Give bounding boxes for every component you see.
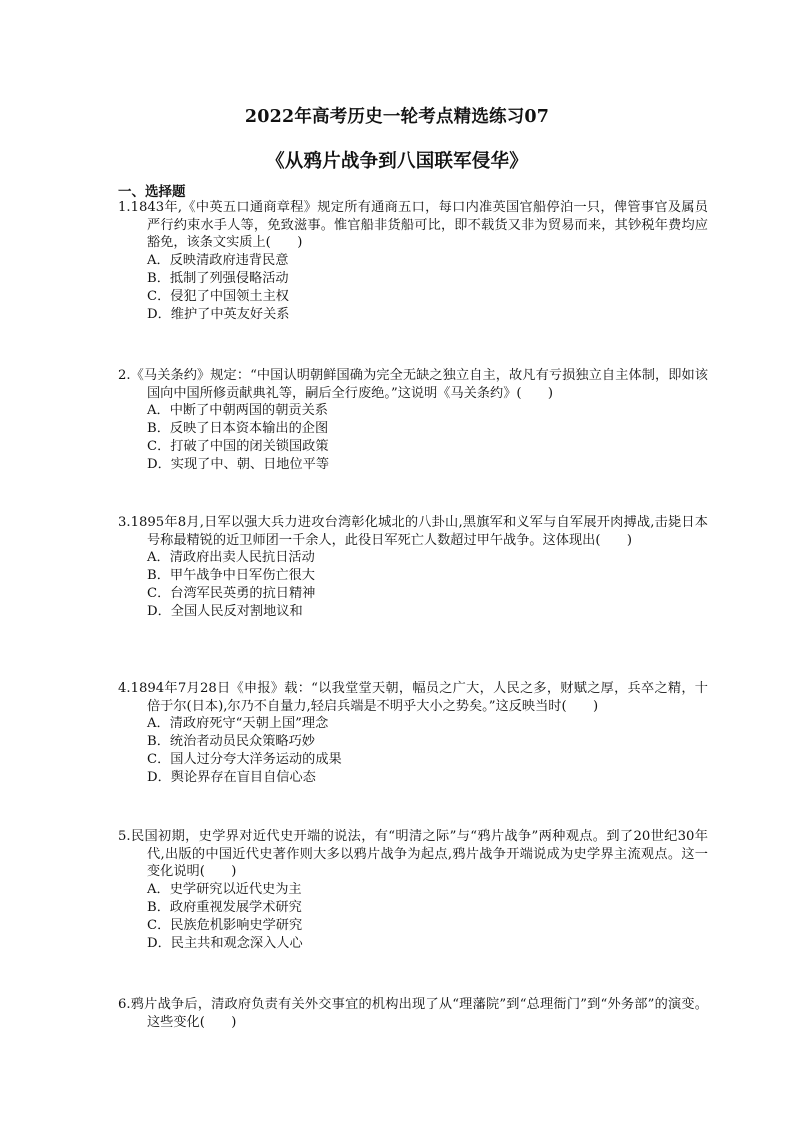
option-list [118,402,708,474]
option-d: D．全国人民反对割地议和 [147,604,303,619]
option-b: B．甲午战争中日军伤亡很大 [147,568,315,583]
question-stem: 3.1895年8月,日军以强大兵力进攻台湾彰化城北的八卦山,黑旗军和义军与自军展开肉搏战,击毙日本号称最精锐的近卫师团一千余人，此役日军死亡人数超过甲午战争。这体现出( ) [118,515,708,548]
question-stem: 6.鸦片战争后，清政府负责有关外交事宜的机构出现了从“理藩院”到“总理衙门”到“外务部”的演变。这些变化( ) [118,997,708,1030]
question-1 [118,199,708,324]
document-title: 2022年高考历史一轮考点精选练习07 [244,107,550,127]
question-3 [118,514,708,621]
option-a: A．反映清政府违背民意 [147,252,289,268]
option-d: D．维护了中英友好关系 [147,306,290,322]
question-6 [118,996,708,1031]
option-list [118,715,708,787]
option-c: C．国人过分夸大洋务运动的成果 [147,752,342,767]
option-b: B．反映了日本资本输出的企图 [147,421,329,436]
question-stem: 5.民国初期，史学界对近代史开端的说法，有“明清之际”与“鸦片战争”两种观点。到了20世纪30年代,出版的中国近代史著作则大多以鸦片战争为起点,鸦片战争开端说成为史学界主流观点。这一变化说明( ) [118,829,708,879]
option-a: A．清政府死守“天朝上国”理念 [147,716,329,731]
option-b: B．统治者动员民众策略巧妙 [147,734,315,749]
option-b: B．抵制了列强侵略活动 [147,270,289,286]
option-c: C．民族危机影响史学研究 [147,917,303,933]
option-a: A．史学研究以近代史为主 [147,881,302,897]
option-list [118,549,708,621]
option-list [118,881,708,953]
document-subtitle: 《从鸦片战争到八国联军侵华》 [266,151,528,172]
option-a: A．中断了中朝两国的朝贡关系 [147,403,328,418]
option-d: D．民主共和观念深入人心 [147,935,303,951]
question-5 [118,828,708,953]
question-stem: 2.《马关条约》规定：“中国认明朝鲜国确为完全无缺之独立自主，故凡有亏损独立自主体制，即如该国向中国所修贡献典礼等，嗣后全行废绝。”这说明《马关条约》( ) [118,368,708,401]
section-heading: 一、选择题 [118,184,186,200]
option-d: D．实现了中、朝、日地位平等 [147,457,330,472]
option-c: C．打破了中国的闭关锁国政策 [147,439,329,454]
question-stem: 4.1894年7月28日《申报》载：“以我堂堂天朝，幅员之广大，人民之多，财赋之厚，兵卒之精，十倍于尔(日本),尔乃不自量力,轻启兵端是不明乎大小之势矣。”这反映当时( ) [118,681,708,714]
option-d: D．舆论界存在盲目自信心态 [147,770,316,785]
option-list [118,252,708,324]
question-stem: 1.1843年,《中英五口通商章程》规定所有通商五口，每口内准英国官船停泊一只，俾管事官及属员严行约束水手人等，免致滋事。惟官船非货船可比，即不载货又非为贸易而来，其钞税年费均应豁免，该条文实质上( ) [118,200,708,250]
option-b: B．政府重视发展学术研究 [147,899,302,915]
option-a: A．清政府出卖人民抗日活动 [147,550,315,565]
question-2 [118,367,708,474]
option-c: C．侵犯了中国领土主权 [147,288,289,304]
option-c: C．台湾军民英勇的抗日精神 [147,586,316,601]
question-4 [118,680,708,787]
